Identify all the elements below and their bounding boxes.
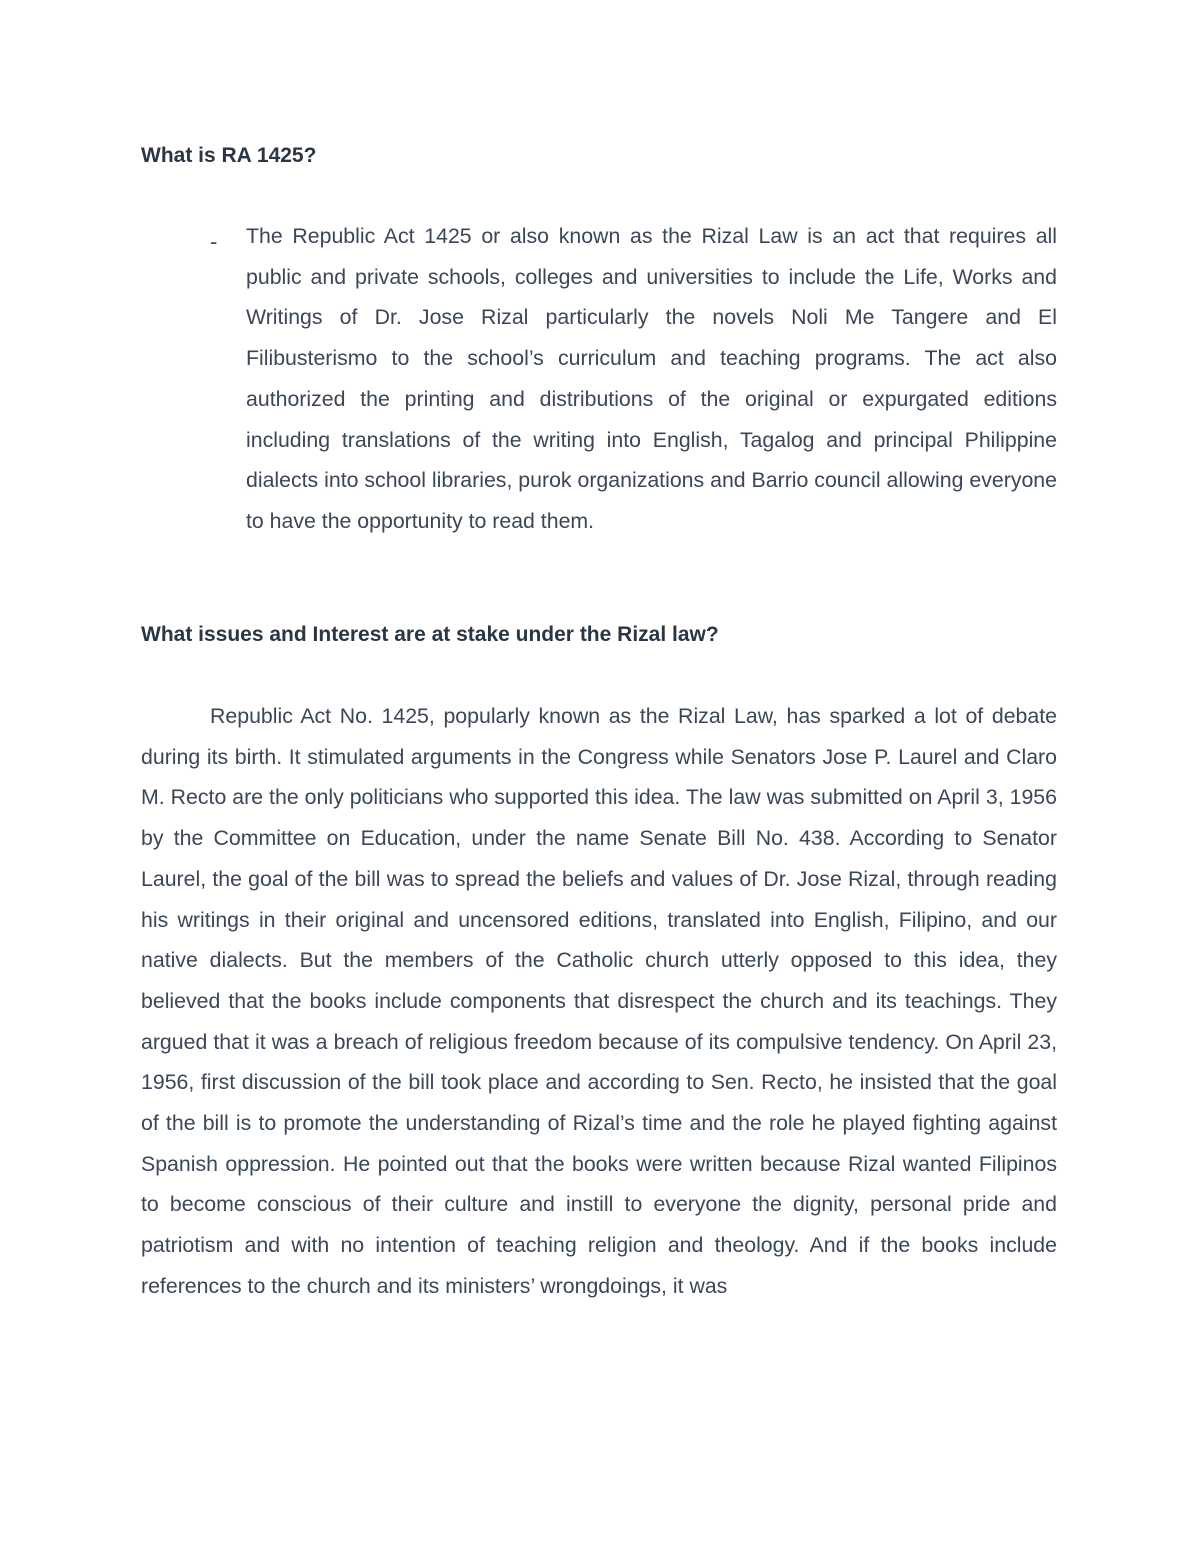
bullet-item-text: The Republic Act 1425 or also known as the Rizal Law is an act that requires all public and private schools, colleges and universities to include the Life, Works and Writings of Dr. Jose Rizal particularly the novels Noli Me Tangere and El Filibusterismo to the school’s curriculum and teaching programs. The act also authorized the printing and distributions of the original or expurgated editions including translations of the writing into English, Tagalog and principal Philippine dialects into school libraries, purok organizations and Barrio council allowing everyone to have the opportunity to read them.: [246, 224, 1057, 533]
section-heading-ra1425: What is RA 1425?: [141, 144, 317, 167]
section-heading-issues: What issues and Interest are at stake under the Rizal law?: [141, 623, 719, 646]
body-paragraph: Republic Act No. 1425, popularly known as the Rizal Law, has sparked a lot of debate during its birth. It stimulated arguments in the Congress while Senators Jose P. Laurel and Claro M. Recto are the only politicians who supported this idea. The law was submitted on April 3, 1956 by the Committee on Education, under the name Senate Bill No. 438. According to Senator Laurel, the goal of the bill was to spread the beliefs and values of Dr. Jose Rizal, through reading his writings in their original and uncensored editions, translated into English, Filipino, and our native dialects. But the members of the Catholic church utterly opposed to this idea, they believed that the books include components that disrespect the church and its teachings. They argued that it was a breach of religious freedom because of its compulsive tendency. On April 23, 1956, first discussion of the bill took place and according to Sen. Recto, he insisted that the goal of the bill is to promote the understanding of Rizal’s time and the role he played fighting against Spanish oppression. He pointed out that the books were written because Rizal wanted Filipinos to become conscious of their culture and instill to everyone the dignity, personal pride and patriotism and with no intention of teaching religion and theology. And if the books include references to the church and its ministers’ wrongdoings, it was: [141, 704, 1057, 1298]
bullet-marker: -: [210, 229, 218, 254]
